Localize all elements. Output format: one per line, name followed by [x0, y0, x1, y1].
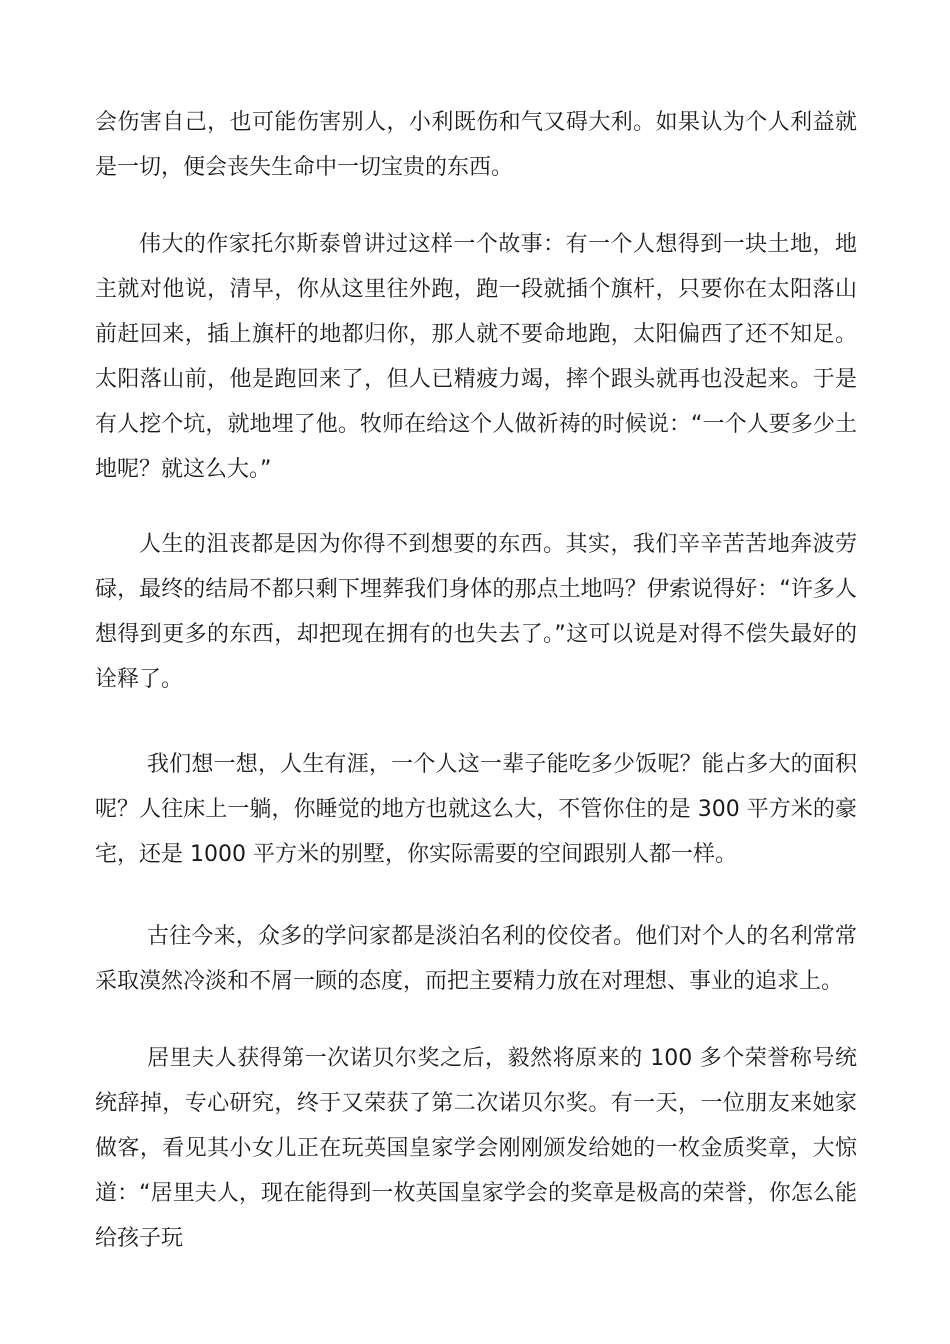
paragraph-continuation: 会伤害自己，也可能伤害别人，小利既伤和气又碍大利。如果认为个人利益就是一切，便会丧失生命中一切宝贵的东西。 — [95, 110, 857, 180]
paragraph-madame-curie: 居里夫人获得第一次诺贝尔奖之后，毅然将原来的 100 多个荣誉称号统统辞掉，专心研究，终于又荣获了第二次诺贝尔奖。有一天，一位朋友来她家做客，看见其小女儿正在玩英国皇家学会刚刚颁发给她的一枚金质奖章，大惊道：“居里夫人，现在能得到一枚英国皇家学会的奖章是极高的荣誉，你怎么能给孩子玩 — [95, 1046, 857, 1251]
paragraph-scholars: 古往今来，众多的学问家都是淡泊名利的佼佼者。他们对个人的名利常常采取漠然冷淡和不屑一顾的态度，而把主要精力放在对理想、事业的追求上。 — [95, 924, 857, 994]
paragraph-life-limits: 我们想一想，人生有涯，一个人这一辈子能吃多少饭呢？能占多大的面积呢？人往床上一躺，你睡觉的地方也就这么大，不管你住的是 300 平方米的豪宅，还是 1000 平方米的别墅，你实际需要的空间跟别人都一样。 — [95, 752, 857, 867]
paragraph-tolstoy-story: 伟大的作家托尔斯泰曾讲过这样一个故事：有一个人想得到一块土地，地主就对他说，清早，你从这里往外跑，跑一段就插个旗杆，只要你在太阳落山前赶回来，插上旗杆的地都归你，那人就不要命地跑，太阳偏西了还不知足。太阳落山前，他是跑回来了，但人已精疲力竭，摔个跟头就再也没起来。于是有人挖个坑，就地埋了他。牧师在给这个人做祈祷的时候说：“一个人要多少土地呢？就这么大。” — [95, 232, 857, 482]
paragraph-frustration: 人生的沮丧都是因为你得不到想要的东西。其实，我们辛辛苦苦地奔波劳碌，最终的结局不都只剩下埋葬我们身体的那点土地吗？伊索说得好：“许多人想得到更多的东西，却把现在拥有的也失去了。”这可以说是对得不偿失最好的诠释了。 — [95, 532, 857, 692]
